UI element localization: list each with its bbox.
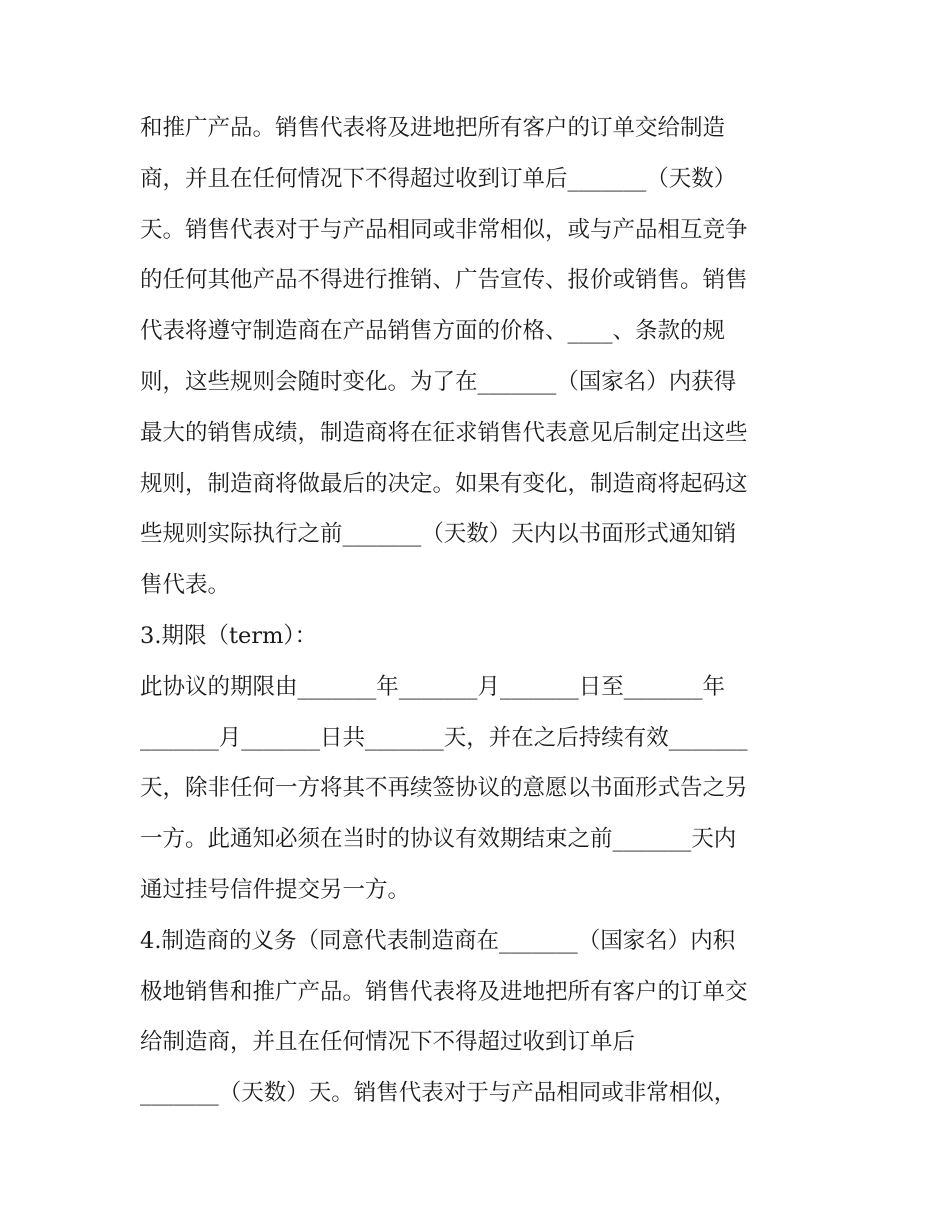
text-line: 最大的销售成绩，制造商将在征求销售代表意见后制定出这些 — [140, 419, 748, 446]
section-heading-manufacturer-obligations: 4.制造商的义务（同意代表制造商在_______（国家名）内积 — [140, 927, 736, 954]
text-line: 规则，制造商将做最后的决定。如果有变化，制造商将起码这 — [140, 470, 748, 497]
text-line: 天，除非任何一方将其不再续签协议的意愿以书面形式告之另 — [140, 775, 748, 802]
text-line: 售代表。 — [140, 572, 231, 599]
text-line: _______月_______日共_______天，并在之后持续有效_______ — [140, 724, 748, 751]
text-line: 极地销售和推广产品。销售代表将及进地把所有客户的订单交 — [140, 978, 748, 1005]
text-line: 代表将遵守制造商在产品销售方面的价格、____、条款的规 — [140, 318, 726, 345]
section-heading-term: 3.期限（term）： — [140, 622, 318, 649]
text-line: 些规则实际执行之前_______（天数）天内以书面形式通知销 — [140, 521, 737, 548]
text-line: _______（天数）天。销售代表对于与产品相同或非常相似， — [140, 1080, 737, 1107]
document-body — [140, 103, 815, 1119]
text-line: 商，并且在任何情况下不得超过收到订单后_______（天数） — [140, 165, 737, 192]
text-line: 给制造商，并且在任何情况下不得超过收到订单后 — [140, 1029, 636, 1056]
text-line: 的任何其他产品不得进行推销、广告宣传、报价或销售。销售 — [140, 267, 748, 294]
text-line: 通过挂号信件提交另一方。 — [140, 876, 411, 903]
text-line: 此协议的期限由_______年_______月_______日至_______年 — [140, 673, 726, 700]
text-line: 则，这些规则会随时变化。为了在_______（国家名）内获得 — [140, 368, 737, 395]
text-line: 一方。此通知必须在当时的协议有效期结束之前_______天内 — [140, 826, 737, 853]
text-line: 和推广产品。销售代表将及进地把所有客户的订单交给制造 — [140, 115, 726, 141]
text-line: 天。销售代表对于与产品相同或非常相似，或与产品相互竞争 — [140, 216, 748, 243]
